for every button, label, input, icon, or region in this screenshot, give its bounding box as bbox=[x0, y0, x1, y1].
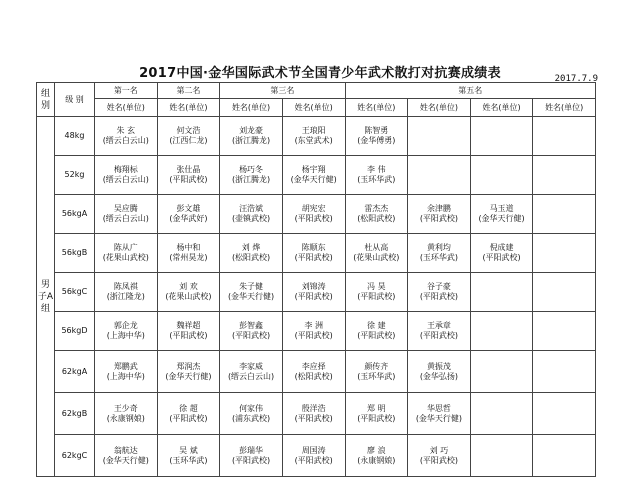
result-cell bbox=[470, 195, 533, 234]
result-cell bbox=[157, 435, 220, 477]
result-cell bbox=[220, 195, 283, 234]
athlete-unit: (玉环华武) bbox=[357, 371, 396, 381]
athlete-unit: (平阳武校) bbox=[231, 455, 271, 465]
result-cell bbox=[408, 117, 471, 156]
table-row bbox=[37, 273, 596, 312]
level-cell: 62kgA bbox=[55, 351, 95, 393]
result-cell bbox=[282, 156, 345, 195]
athlete-name: 郑 明 bbox=[367, 403, 386, 413]
athlete-name: 刘龙豪 bbox=[239, 126, 264, 135]
athlete-name: 梅翔标 bbox=[113, 165, 138, 174]
result-cell bbox=[282, 117, 345, 156]
athlete-unit: (金华弘扬) bbox=[419, 371, 459, 381]
athlete-name: 颜传齐 bbox=[364, 361, 389, 371]
result-cell bbox=[408, 156, 471, 195]
result-cell bbox=[220, 393, 283, 435]
athlete-name: 刘 烨 bbox=[241, 243, 261, 252]
result-cell bbox=[408, 393, 471, 435]
athlete-unit: (松阳武校) bbox=[231, 253, 271, 262]
athlete-name: 陈从广 bbox=[113, 243, 138, 252]
athlete-unit: (平阳武校) bbox=[294, 253, 333, 262]
athlete-name: 周国涛 bbox=[301, 445, 326, 455]
athlete-name: 彭智鑫 bbox=[239, 321, 264, 330]
athlete-unit: (平阳武校) bbox=[357, 413, 396, 423]
level-cell: 62kgB bbox=[55, 393, 95, 435]
athlete-name: 谷子豪 bbox=[426, 282, 451, 291]
result-cell bbox=[95, 117, 158, 156]
athlete-unit: (玉环华武) bbox=[357, 175, 396, 184]
result-cell bbox=[282, 312, 345, 351]
athlete-name: 徐 超 bbox=[179, 403, 198, 413]
result-cell bbox=[282, 351, 345, 393]
athlete-unit: (松阳武校) bbox=[357, 214, 396, 223]
header-row-sub bbox=[37, 99, 596, 117]
level-header: 级 别 bbox=[55, 83, 95, 117]
place-1-header: 第一名 bbox=[95, 83, 158, 99]
result-cell bbox=[157, 273, 220, 312]
athlete-unit: (浙江腾龙) bbox=[231, 136, 271, 145]
result-cell bbox=[533, 351, 596, 393]
level-cell: 62kgC bbox=[55, 435, 95, 477]
result-cell bbox=[470, 117, 533, 156]
result-cell bbox=[470, 435, 533, 477]
result-cell bbox=[408, 351, 471, 393]
athlete-unit: (平阳武校) bbox=[419, 455, 459, 465]
sub-header: 姓名(单位) bbox=[408, 99, 471, 117]
table-row bbox=[37, 156, 596, 195]
athlete-unit: (花果山武校) bbox=[353, 253, 400, 262]
group-header: 组别 bbox=[37, 83, 55, 117]
athlete-unit: (浙江腾龙) bbox=[231, 175, 271, 184]
athlete-unit: (金华天行健) bbox=[290, 175, 337, 184]
page-title: 2017中国·金华国际武术节全国青少年武术散打对抗赛成绩表 bbox=[139, 66, 501, 81]
athlete-name: 华思哲 bbox=[426, 403, 451, 413]
sub-header: 姓名(单位) bbox=[470, 99, 533, 117]
result-cell bbox=[220, 351, 283, 393]
result-cell bbox=[220, 234, 283, 273]
result-cell bbox=[470, 393, 533, 435]
athlete-name: 杨巧冬 bbox=[239, 165, 264, 174]
result-cell bbox=[533, 435, 596, 477]
result-cell bbox=[220, 273, 283, 312]
result-cell bbox=[533, 156, 596, 195]
result-cell bbox=[470, 234, 533, 273]
athlete-unit: (上海中华) bbox=[106, 331, 145, 340]
athlete-name: 陈智勇 bbox=[364, 126, 389, 135]
athlete-name: 杨宇翔 bbox=[301, 165, 326, 174]
athlete-unit: (缙云白云山) bbox=[102, 175, 149, 184]
athlete-name: 彭文雄 bbox=[176, 204, 201, 213]
level-cell: 56kgA bbox=[55, 195, 95, 234]
result-cell bbox=[408, 435, 471, 477]
athlete-name: 黄利均 bbox=[426, 243, 451, 252]
athlete-name: 魏祥超 bbox=[176, 321, 201, 330]
sub-header: 姓名(单位) bbox=[95, 99, 158, 117]
result-cell bbox=[157, 234, 220, 273]
athlete-name: 彭瑞华 bbox=[239, 445, 264, 455]
result-cell bbox=[95, 234, 158, 273]
result-cell bbox=[95, 351, 158, 393]
athlete-name: 雷杰杰 bbox=[364, 204, 389, 213]
result-cell bbox=[533, 117, 596, 156]
athlete-name: 吴 斌 bbox=[179, 445, 198, 455]
athlete-unit: (松阳武校) bbox=[294, 371, 333, 381]
athlete-name: 王琅阳 bbox=[301, 126, 326, 135]
athlete-unit: (缙云白云山) bbox=[102, 214, 149, 223]
result-cell bbox=[533, 195, 596, 234]
athlete-name: 杨中和 bbox=[176, 243, 201, 252]
athlete-unit: (平阳武校) bbox=[419, 214, 459, 223]
athlete-unit: (金华傅勇) bbox=[357, 136, 396, 145]
athlete-unit: (平阳武校) bbox=[294, 455, 333, 465]
athlete-name: 黄振茂 bbox=[426, 361, 451, 371]
result-cell bbox=[282, 195, 345, 234]
sub-header: 姓名(单位) bbox=[533, 99, 596, 117]
result-cell bbox=[470, 351, 533, 393]
athlete-unit: (壶镇武校) bbox=[231, 214, 271, 223]
result-cell bbox=[470, 312, 533, 351]
athlete-unit: (平阳武校) bbox=[419, 331, 459, 340]
result-cell bbox=[220, 312, 283, 351]
athlete-name: 李应择 bbox=[301, 361, 326, 371]
athlete-name: 郭企龙 bbox=[113, 321, 138, 330]
athlete-name: 何文浩 bbox=[176, 126, 201, 135]
athlete-unit: (平阳武校) bbox=[294, 331, 333, 340]
athlete-name: 吴应腾 bbox=[113, 204, 138, 213]
athlete-name: 刘 巧 bbox=[429, 445, 449, 455]
result-cell bbox=[157, 393, 220, 435]
athlete-unit: (金华天行健) bbox=[478, 214, 525, 223]
result-cell bbox=[345, 195, 408, 234]
athlete-name: 郑润杰 bbox=[176, 361, 201, 371]
table-row bbox=[37, 117, 596, 156]
result-cell bbox=[220, 156, 283, 195]
athlete-name: 翁航达 bbox=[113, 445, 138, 455]
result-cell bbox=[95, 393, 158, 435]
result-cell bbox=[282, 234, 345, 273]
athlete-unit: (金华武好) bbox=[169, 214, 208, 223]
athlete-unit: (金华天行健) bbox=[227, 292, 275, 301]
athlete-name: 马玉道 bbox=[489, 204, 514, 213]
athlete-unit: (浙江隆龙) bbox=[106, 292, 145, 301]
result-cell bbox=[95, 195, 158, 234]
place-2-header: 第二名 bbox=[157, 83, 220, 99]
result-cell bbox=[408, 312, 471, 351]
athlete-name: 徐 建 bbox=[367, 321, 386, 330]
athlete-name: 李 伟 bbox=[367, 165, 386, 174]
athlete-unit: (金华天行健) bbox=[415, 413, 463, 423]
table-row bbox=[37, 393, 596, 435]
table-row bbox=[37, 234, 596, 273]
athlete-unit: (平阳武校) bbox=[294, 413, 333, 423]
result-cell bbox=[408, 234, 471, 273]
result-cell bbox=[345, 435, 408, 477]
athlete-unit: (缙云白云山) bbox=[227, 371, 275, 381]
sub-header: 姓名(单位) bbox=[282, 99, 345, 117]
athlete-name: 杜从高 bbox=[364, 243, 389, 252]
header-row-places bbox=[37, 83, 596, 99]
athlete-unit: (浦东武校) bbox=[231, 413, 271, 423]
level-cell: 56kgD bbox=[55, 312, 95, 351]
athlete-unit: (江西仁龙) bbox=[169, 136, 208, 145]
result-cell bbox=[470, 273, 533, 312]
result-cell bbox=[95, 435, 158, 477]
result-cell bbox=[345, 156, 408, 195]
result-cell bbox=[157, 351, 220, 393]
sub-header: 姓名(单位) bbox=[157, 99, 220, 117]
result-cell bbox=[345, 117, 408, 156]
athlete-name: 朱子健 bbox=[239, 282, 264, 291]
table-row bbox=[37, 195, 596, 234]
sub-header: 姓名(单位) bbox=[220, 99, 283, 117]
athlete-unit: (常州昊龙) bbox=[169, 253, 208, 262]
result-cell bbox=[95, 312, 158, 351]
result-cell bbox=[157, 156, 220, 195]
athlete-name: 刘 欢 bbox=[179, 282, 198, 291]
sub-header: 姓名(单位) bbox=[345, 99, 408, 117]
athlete-name: 李 洲 bbox=[304, 321, 323, 330]
athlete-name: 陈顺东 bbox=[301, 243, 326, 252]
table-row bbox=[37, 351, 596, 393]
athlete-name: 余津鹏 bbox=[426, 204, 451, 213]
result-cell bbox=[282, 273, 345, 312]
level-cell: 56kgC bbox=[55, 273, 95, 312]
level-cell: 52kg bbox=[55, 156, 95, 195]
athlete-unit: (平阳武校) bbox=[231, 331, 271, 340]
athlete-name: 刘锦涛 bbox=[301, 282, 326, 291]
results-table bbox=[36, 82, 596, 477]
result-cell bbox=[282, 393, 345, 435]
result-cell bbox=[220, 435, 283, 477]
athlete-name: 李家威 bbox=[239, 361, 264, 371]
athlete-name: 郑鹏武 bbox=[113, 361, 138, 371]
athlete-unit: (平阳武校) bbox=[419, 292, 459, 301]
athlete-unit: (永康钢娘) bbox=[106, 413, 145, 423]
athlete-name: 胡宪宏 bbox=[301, 204, 326, 213]
level-cell: 48kg bbox=[55, 117, 95, 156]
result-cell bbox=[345, 234, 408, 273]
athlete-unit: (平阳武校) bbox=[482, 253, 521, 262]
athlete-name: 何家伟 bbox=[239, 403, 264, 413]
athlete-unit: (永康钢娘) bbox=[357, 455, 396, 465]
result-cell bbox=[282, 435, 345, 477]
result-cell bbox=[533, 234, 596, 273]
result-cell bbox=[345, 393, 408, 435]
athlete-name: 陈凤祺 bbox=[113, 282, 138, 291]
result-cell bbox=[345, 351, 408, 393]
result-cell bbox=[157, 195, 220, 234]
athlete-unit: (玉环华武) bbox=[169, 455, 208, 465]
athlete-name: 廖 浪 bbox=[367, 445, 386, 455]
result-cell bbox=[95, 156, 158, 195]
athlete-name: 倪成建 bbox=[489, 243, 514, 252]
athlete-unit: (平阳武校) bbox=[169, 175, 208, 184]
athlete-unit: (平阳武校) bbox=[357, 292, 396, 301]
result-cell bbox=[157, 117, 220, 156]
result-cell bbox=[533, 393, 596, 435]
athlete-unit: (玉环华武) bbox=[419, 253, 459, 262]
result-cell bbox=[345, 273, 408, 312]
athlete-unit: (平阳武校) bbox=[357, 331, 396, 340]
result-cell bbox=[157, 312, 220, 351]
athlete-unit: (东堂武术) bbox=[294, 136, 333, 145]
athlete-unit: (缙云白云山) bbox=[102, 136, 149, 145]
result-cell bbox=[95, 273, 158, 312]
athlete-unit: (平阳武校) bbox=[169, 331, 208, 340]
athlete-unit: (上海中华) bbox=[106, 371, 145, 381]
athlete-name: 朱 玄 bbox=[116, 126, 136, 135]
athlete-unit: (花果山武校) bbox=[165, 292, 212, 301]
place-3-header: 第三名 bbox=[220, 83, 345, 99]
athlete-name: 张仕晶 bbox=[176, 165, 201, 174]
level-cell: 56kgB bbox=[55, 234, 95, 273]
result-cell bbox=[533, 273, 596, 312]
result-cell bbox=[345, 312, 408, 351]
athlete-unit: (金华天行健) bbox=[102, 455, 149, 465]
athlete-name: 王承章 bbox=[426, 321, 451, 330]
result-cell bbox=[408, 195, 471, 234]
table-row bbox=[37, 435, 596, 477]
result-cell bbox=[408, 273, 471, 312]
result-cell bbox=[533, 312, 596, 351]
table-row bbox=[37, 312, 596, 351]
athlete-name: 殷洋浩 bbox=[301, 403, 326, 413]
athlete-unit: (平阳武校) bbox=[294, 292, 333, 301]
group-cell: 男子A组 bbox=[37, 117, 55, 477]
athlete-unit: (花果山武校) bbox=[102, 253, 149, 262]
result-cell bbox=[470, 156, 533, 195]
athlete-unit: (平阳武校) bbox=[169, 413, 208, 423]
athlete-unit: (平阳武校) bbox=[294, 214, 333, 223]
result-cell bbox=[220, 117, 283, 156]
place-5-header: 第五名 bbox=[345, 83, 596, 99]
athlete-name: 汪浩斌 bbox=[239, 204, 264, 213]
athlete-name: 冯 昊 bbox=[367, 282, 386, 291]
athlete-unit: (金华天行健) bbox=[165, 371, 212, 381]
date-label: 2017.7.9 bbox=[554, 74, 598, 84]
athlete-name: 王少奇 bbox=[113, 403, 138, 413]
